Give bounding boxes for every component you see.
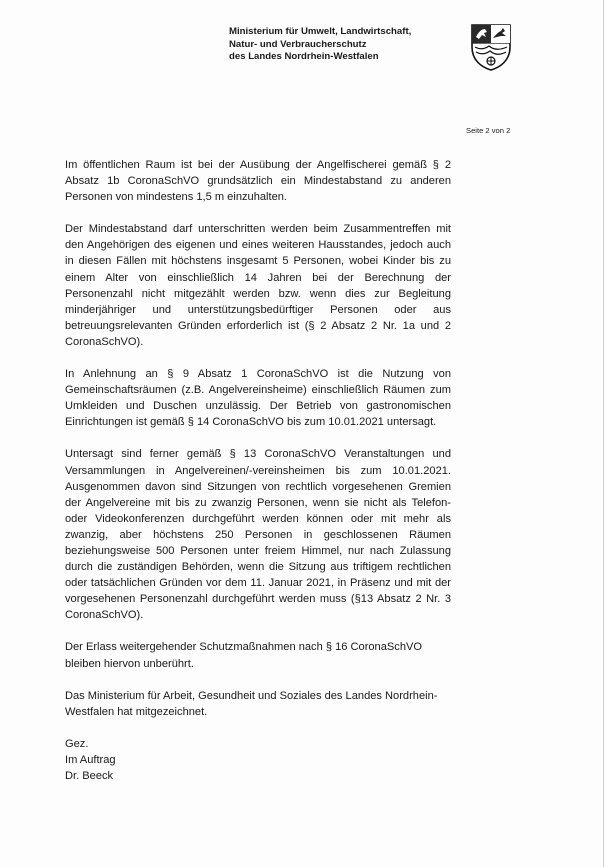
letter-body <box>65 157 451 784</box>
signature-name: Dr. Beeck <box>65 770 114 782</box>
ministry-name-line-3: des Landes Nordrhein-Westfalen <box>229 51 379 62</box>
paragraph-distance-exceptions: Der Mindestabstand darf unterschritten werden beim Zusammentreffen mit den Angehörigen des eigenen und eines weiteren Hausstandes, jedoch auch in diesen Fällen mit höchstens insgesamt 5 Personen, wobei Kinder bis zu einem Alter von einschließlich 14 Jahren bei der Berechnung der Personenzahl nicht mitgezählt werden bzw. wenn dies zur Begleitung minderjähriger und unterstützungsbedürftiger Personen oder aus betreuungsrelevanten Gründen erforderlich ist (§ 2 Absatz 2 Nr. 1a und 2 CoronaSchVO). <box>65 223 451 348</box>
signature-on-behalf: Im Auftrag <box>65 753 116 766</box>
ministry-name-line-1: Ministerium für Umwelt, Landwirtschaft, <box>229 26 412 37</box>
paragraph-distance-rule: Im öffentlichen Raum ist bei der Ausübung der Angelfischerei gemäß § 2 Absatz 1b CoronaSchVO grundsätzlich ein Mindestabstand zu anderen Personen von mindestens 1,5 m einzuhalten. <box>65 159 451 204</box>
paragraph-co-signed: Das Ministerium für Arbeit, Gesundheit und Soziales des Landes Nordrhein-Westfalen hat mitgezeichnet. <box>65 689 438 718</box>
signature-block <box>65 736 451 784</box>
paragraph-community-rooms: In Anlehnung an § 9 Absatz 1 CoronaSchVO ist die Nutzung von Gemeinschaftsräumen (z.B. Angelvereinsheime) einschließlich Räumen zum Umkleiden und Duschen unzulässig. Der Betrieb von gastronomischen Einrichtungen ist gemäß § 14 CoronaSchVO bis zum 10.01.2021 untersagt. <box>65 368 451 429</box>
paragraph-further-measures: Der Erlass weitergehender Schutzmaßnahmen nach § 16 CoronaSchVO bleiben hiervon unberührt. <box>65 641 423 670</box>
ministry-header <box>229 26 411 64</box>
page-number: Seite 2 von 2 <box>466 126 511 135</box>
signature-greeting: Gez. <box>65 737 89 750</box>
paragraph-events: Untersagt sind ferner gemäß § 13 CoronaSchVO Veranstaltungen und Versammlungen in Angelvereinen/-vereinsheimen bis zum 10.01.2021. Ausgenommen davon sind Sitzungen von rechtlich vorgesehenen Gremien der Angelvereine mit bis zu zwanzig Personen, wenn sie nicht als Telefon- oder Videokonferenzen durchgeführt werden können oder mit mehr als zwanzig, aber höchstens 250 Personen in geschlossenen Räumen beziehungsweise 500 Personen unter freiem Himmel, nur nach Zulassung durch die zuständigen Behörden, wenn die Sitzung aus triftigem rechtlichen oder tatsächlichen Gründen vor dem 11. Januar 2021, in Präsenz und mit der vorgesehenen Personenzahl durchgeführt werden muss (§13 Absatz 2 Nr. 3 CoronaSchVO). <box>65 448 451 622</box>
ministry-name-line-2: Natur- und Verbraucherschutz <box>229 38 367 50</box>
scan-edge-divider <box>603 0 604 867</box>
nrw-coat-of-arms-icon <box>470 23 512 71</box>
